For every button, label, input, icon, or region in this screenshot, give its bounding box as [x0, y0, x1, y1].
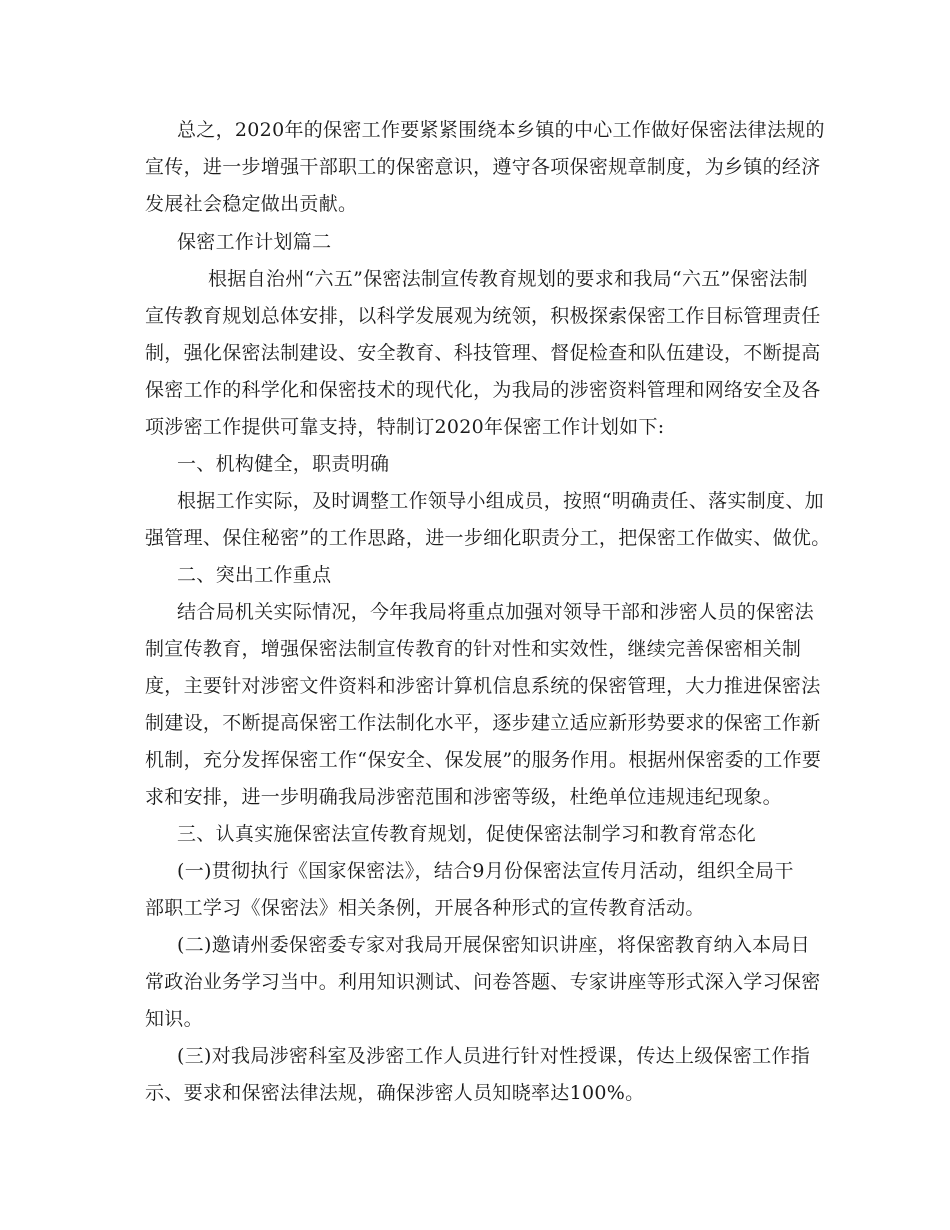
paragraph-line: 宣传，进一步增强干部职工的保密意识，遵守各项保密规章制度，为乡镇的经济 — [145, 156, 821, 178]
paragraph-line: 求和安排，进一步明确我局涉密范围和涉密等级，杜绝单位违规违纪现象。 — [145, 786, 782, 808]
paragraph-line: 保密工作的科学化和保密技术的现代化，为我局的涉密资料管理和网络安全及各 — [145, 379, 821, 401]
paragraph-line: 强管理、保住秘密”的工作思路，进一步细化职责分工，把保密工作做实、做优。 — [145, 527, 831, 549]
paragraph-line: 部职工学习《保密法》相关条例，开展各种形式的宣传教育活动。 — [145, 897, 705, 919]
section-heading: 三、认真实施保密法宣传教育规划，促使保密法制学习和教育常态化 — [177, 823, 757, 845]
paragraph-line: 制宣传教育，增强保密法制宣传教育的针对性和实效性，继续完善保密相关制 — [145, 638, 802, 660]
paragraph-line: 结合局机关实际情况，今年我局将重点加强对领导干部和涉密人员的保密法 — [177, 601, 814, 623]
paragraph-line: 根据工作实际，及时调整工作领导小组成员，按照“明确责任、落实制度、加 — [177, 490, 824, 512]
section-heading: 二、突出工作重点 — [177, 564, 332, 586]
paragraph-line: (一)贯彻执行《国家保密法》，结合9月份保密法宣传月活动，组织全局干 — [177, 860, 794, 882]
paragraph-line: 制建设，不断提高保密工作法制化水平，逐步建立适应新形势要求的保密工作新 — [145, 712, 821, 734]
section-heading: 一、机构健全，职责明确 — [177, 453, 390, 475]
paragraph-line: 根据自治州“六五”保密法制宣传教育规划的要求和我局“六五”保密法制 — [208, 268, 808, 290]
paragraph-line: 知识。 — [145, 1008, 203, 1030]
paragraph-line: 度，主要针对涉密文件资料和涉密计算机信息系统的保密管理，大力推进保密法 — [145, 675, 821, 697]
paragraph-line: 项涉密工作提供可靠支持，特制订2020年保密工作计划如下: — [145, 416, 665, 438]
paragraph-line: 制，强化保密法制建设、安全教育、科技管理、督促检查和队伍建设，不断提高 — [145, 342, 821, 364]
paragraph-line: (三)对我局涉密科室及涉密工作人员进行针对性授课，传达上级保密工作指 — [177, 1045, 811, 1067]
paragraph-line: 宣传教育规划总体安排，以科学发展观为统领，积极探索保密工作目标管理责任 — [145, 305, 821, 327]
paragraph-line: 示、要求和保密法律法规，确保涉密人员知晓率达100%。 — [145, 1082, 645, 1104]
paragraph-line: 常政治业务学习当中。利用知识测试、问卷答题、专家讲座等形式深入学习保密 — [145, 971, 821, 993]
paragraph-line: 机制，充分发挥保密工作“保安全、保发展”的服务作用。根据州保密委的工作要 — [145, 749, 822, 771]
paragraph-line: 发展社会稳定做出贡献。 — [145, 193, 358, 215]
paragraph-line: (二)邀请州委保密委专家对我局开展保密知识讲座，将保密教育纳入本局日 — [177, 934, 811, 956]
section-title: 保密工作计划篇二 — [177, 231, 332, 253]
paragraph-line: 总之，2020年的保密工作要紧紧围绕本乡镇的中心工作做好保密法律法规的 — [177, 119, 825, 141]
